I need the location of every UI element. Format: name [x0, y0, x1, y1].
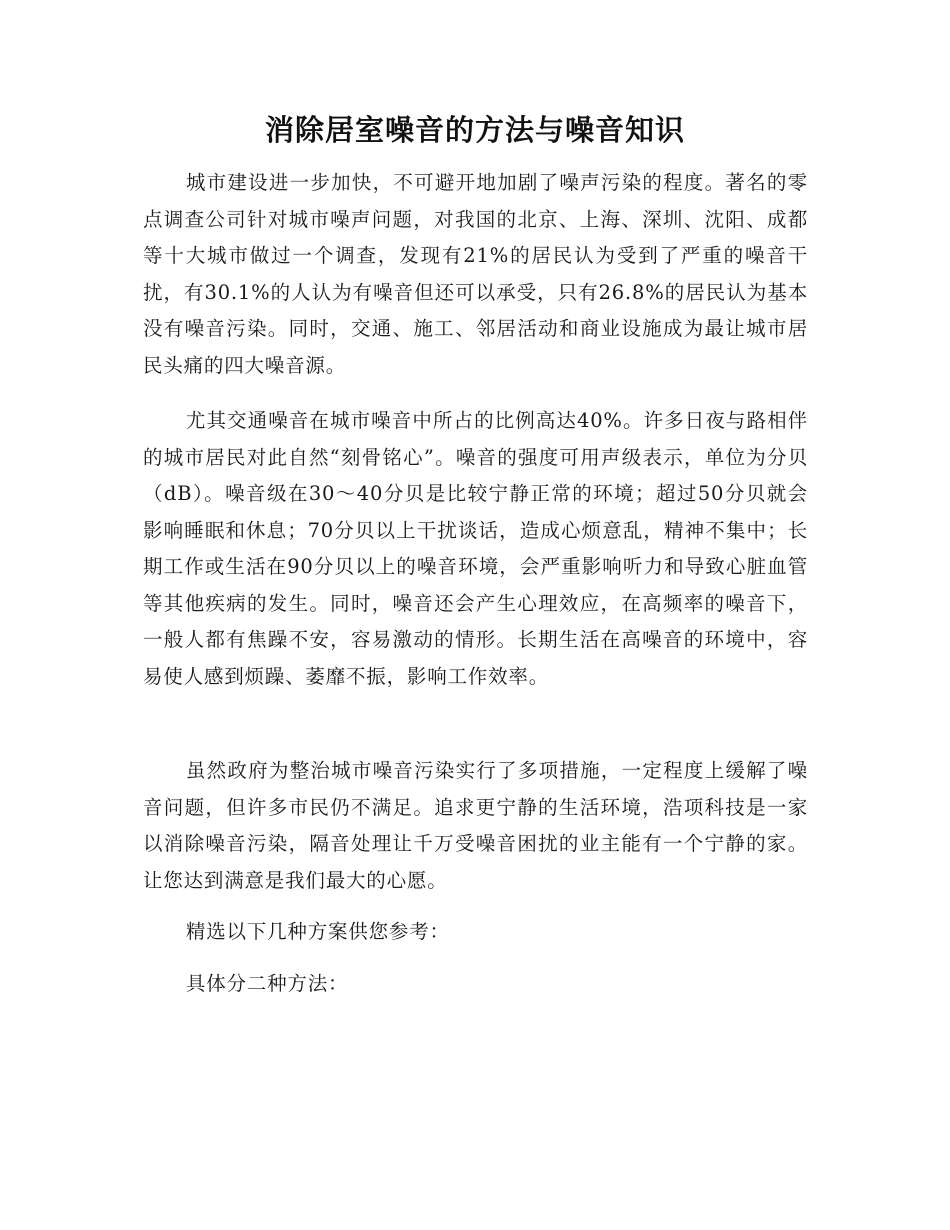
- paragraph-text: 尤其交通噪音在城市噪音中所占的比例高达40%。许多日夜与路相伴的城市居民对此自然“刻骨铭心”。噪音的强度可用声级表示，单位为分贝（dB）。噪音级在30～40分贝是比较宁静正常的环境；超过50分贝就会影响睡眠和休息；70分贝以上干扰谈话，造成心烦意乱，精神不集中；长期工作或生活在90分贝以上的噪音环境，会严重影响听力和导致心脏血管等其他疾病的发生。同时，噪音还会产生心理效应，在高频率的噪音下，一般人都有焦躁不安，容易激动的情形。长期生活在高噪音的环境中，容易使人感到烦躁、萎靡不振，影响工作效率。: [143, 409, 808, 688]
- paragraph-text: 虽然政府为整治城市噪音污染实行了多项措施，一定程度上缓解了噪音问题，但许多市民仍不满足。追求更宁静的生活环境，浩项科技是一家以消除噪音污染，隔音处理让千万受噪音困扰的业主能有一个宁静的家。让您达到满意是我们最大的心愿。: [143, 759, 808, 892]
- paragraph-text: 精选以下几种方案供您参考：: [185, 920, 450, 943]
- paragraph-methods-intro: [143, 966, 808, 1003]
- paragraph-traffic-noise: [143, 403, 808, 695]
- paragraph-survey: [143, 165, 808, 384]
- document-title: 消除居室噪音的方法与噪音知识: [264, 113, 685, 147]
- paragraph-text: 城市建设进一步加快，不可避开地加剧了噪声污染的程度。著名的零点调查公司针对城市噪声问题，对我国的北京、上海、深圳、沈阳、成都等十大城市做过一个调查，发现有21%的居民认为受到了严重的噪音干扰，有30.1%的人认为有噪音但还可以承受，只有26.8%的居民认为基本没有噪音污染。同时，交通、施工、邻居活动和商业设施成为最让城市居民头痛的四大噪音源。: [143, 171, 808, 377]
- paragraph-company-intro: [143, 753, 808, 899]
- paragraph-options-intro: [143, 914, 808, 951]
- paragraph-text: 具体分二种方法：: [185, 972, 349, 995]
